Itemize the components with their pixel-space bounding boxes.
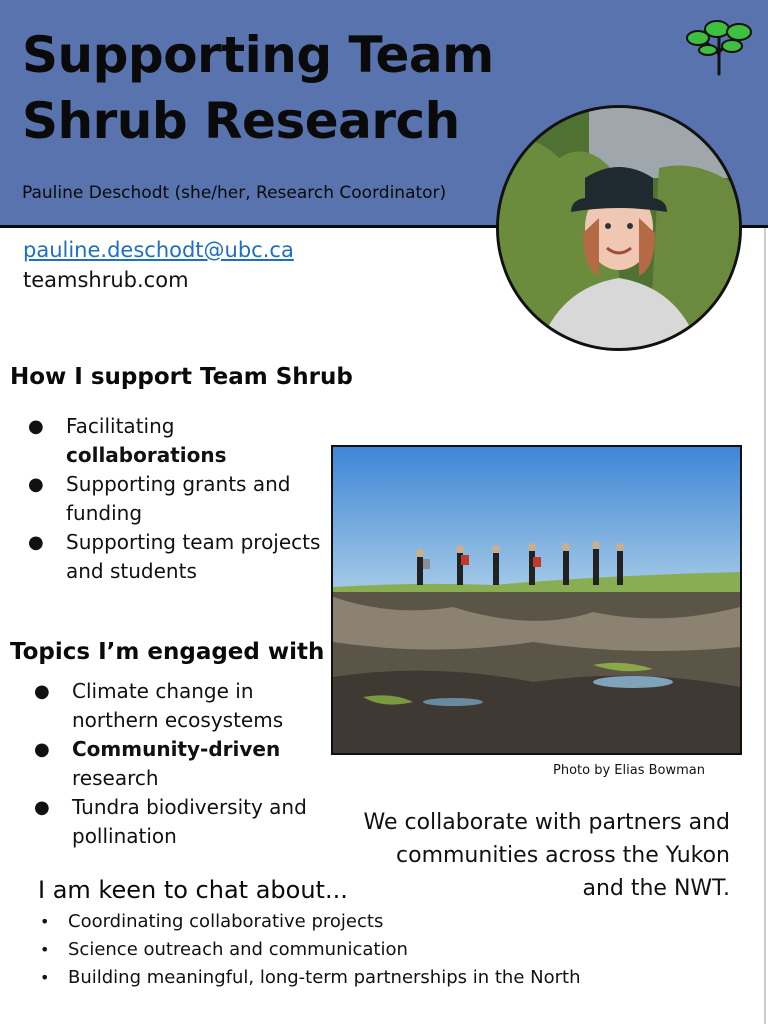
list-item: ● Supporting team projects and students: [28, 530, 321, 583]
list-item: ● Climate change in northern ecosystems: [34, 679, 284, 732]
bullet-icon: ●: [28, 474, 44, 495]
author-subtitle: Pauline Deschodt (she/her, Research Coordinator): [22, 183, 447, 203]
field-photo: [331, 445, 742, 755]
bullet-icon: ●: [34, 797, 50, 818]
topics-heading: Topics I’m engaged with: [10, 639, 325, 665]
support-heading: How I support Team Shrub: [10, 364, 353, 390]
bullet-icon: ●: [34, 681, 50, 702]
bullet-icon: ●: [28, 532, 44, 553]
email-link[interactable]: pauline.deschodt@ubc.ca: [23, 238, 294, 262]
collaboration-statement: We collaborate with partners and communities across the Yukon and the NWT.: [363, 810, 730, 901]
list-item: ● Facilitating collaborations: [28, 414, 227, 467]
list-item: • Science outreach and communication: [68, 936, 748, 964]
page-title: Supporting Team Shrub Research: [22, 26, 494, 150]
website-text: teamshrub.com: [23, 268, 189, 292]
profile-photo: [496, 105, 742, 351]
photo-credit: Photo by Elias Bowman: [553, 763, 705, 778]
bullet-icon: ●: [28, 416, 44, 437]
chat-list: [40, 908, 748, 992]
bullet-icon: •: [40, 940, 50, 959]
chat-heading: I am keen to chat about...: [38, 876, 348, 904]
list-item: ● Tundra biodiversity and pollination: [34, 795, 307, 848]
topics-list: [34, 677, 322, 851]
list-item: ● Community-driven research: [34, 737, 281, 790]
list-item: ● Supporting grants and funding: [28, 472, 291, 525]
list-item: • Building meaningful, long-term partnerships in the North: [68, 964, 748, 992]
bullet-icon: ●: [34, 739, 50, 760]
support-list: [28, 412, 326, 586]
bullet-icon: •: [40, 968, 50, 987]
page-edge-divider: [764, 228, 766, 1024]
bullet-icon: •: [40, 912, 50, 931]
shrub-tree-icon: [684, 16, 754, 76]
list-item: • Coordinating collaborative projects: [68, 908, 748, 936]
